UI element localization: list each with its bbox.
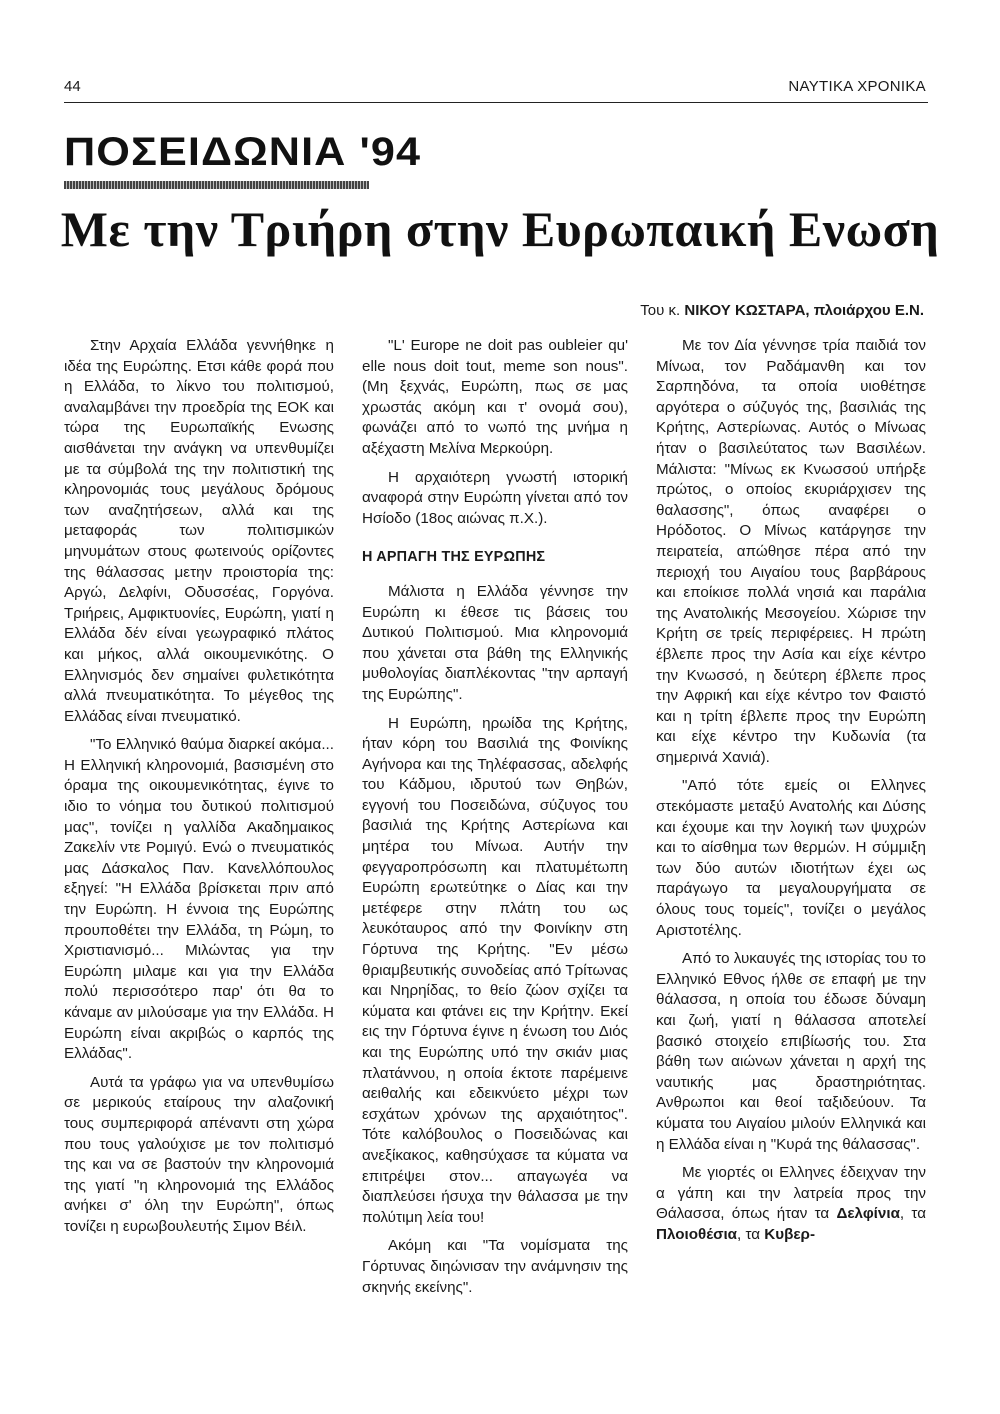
paragraph: "Το Ελληνικό θαύμα διαρκεί ακόμα... Η Ελληνική κληρονομιά, βασισμένη στο όραμα της οικουμενικότητας, έγινε το ιδιο το νόημα του δυτικού πολιτισμού μας", τονίζει η γαλλίδα Ακαδημαικος Ζακελίν ντε Ρομιγύ. Ενώ ο πνευματικός μας Δάσκαλος Παν. Κανελλόπουλος εξηγεί: "Η Ελλάδα βρίσκεται πριν από την Ευρώπη. Η έννοια της Ευρώπης προυποθέτει την Ελλάδα, τη Ρώμη, το Χριστιανισμό... Μιλώντας για την Ευρώπη μιλαμε και για την Ελλάδα πολύ περισσότερο παρ' ότι θα το κάναμε αν μιλούσαμε για την Ελλάδα. Η Ευρώπη είναι ακριβώς ο καρπός της Ελλάδας". (64, 736, 334, 1063)
section-title: ΠΟΣΕΙΔΩΝΙΑ '94 (64, 130, 422, 174)
separator: , τα (899, 1205, 926, 1223)
paragraph: Στην Αρχαία Ελλάδα γεννήθηκε η ιδέα της Ευρώπης. Ετσι κάθε φορά που η Ελλάδα, το λίκνο του πολιτισμού, αναλαμβάνει την προεδρία της ΕΟΚ και τώρα της Ευρωπαϊκής Ενωσης αισθάνεται την ανάγκη να υπενθυμίζει με τα σύμβολά της την πολιτιστική της κληρονομιάς τους μεγάλους δρόμους των αναζητήσεων, αλλά και της μεταφοράς των πολιτισμικών μηνυμάτων στους φωτεινούς ορίζοντες της θάλασσας μετην προιστορία της: Αργώ, Δελφίνι, Οδυσσέας, Γοργόνα. Τριήρεις, Αμφικτυονίες, Ευρώπη, γιατί η Ελλάδα δέν είναι γεωγραφικό πλάτος και μήκος, αλλά οικουμενικότης. Ο Ελληνισμός δεν σημαίνει φυλετικότητα αλλά πνευματικότητα. Το μέγεθος της Ελλάδας είναι πνευματικό. (64, 337, 334, 725)
byline-author: ΝΙΚΟΥ ΚΩΣΤΑΡΑ, πλοιάρχου Ε.Ν. (684, 302, 924, 319)
paragraph: Με τον Δία γέννησε τρία παιδιά τον Μίνωα, τον Ραδάμανθη και τον Σαρπηδόνα, τα οποία υιοθέτησε αργότερα ο σύζυγός της, βασιλιάς της Κρήτης, Αστερίωνας. Αυτός ο Μίνωας ήταν ο βασιλεύτατος των Βασιλέων. Μάλιστα: "Μίνως εκ Κνωσσού υπήρξε πρώτος, ο οποίος εκυριάρχισεν της θαλασσης", όπως αναφέρει ο Ηρόδοτος. Ο Μίνως κατάργησε την πειρατεία, απώθησε πέρα από την περιοχή του Αιγαίου τους βαρβάρους και εποίκισε πολλά νησιά και παράλια της Ανατολικής Μεσογείου. Χώρισε την Κρήτη σε τρείς περιφέρειες. Η πρώτη έβλεπε προς την Ασία και είχε κέντρο την Κνωσσό, η δεύτερη έβλεπε προς την Αφρική και είχε κέντρο τον Φαιστό και η τρίτη έβλεπε προς την Ευρώπη και είχε κέντρο την Κυδωνία (τα σημερινά Χανιά). (656, 337, 926, 766)
separator: , τα (737, 1225, 761, 1243)
page-header (64, 74, 926, 100)
page-number: 44 (64, 78, 81, 95)
paragraph: Από το λυκαυγές της ιστορίας του το Ελληνικό Εθνος ήλθε σε επαφή με την θάλασσα, η οποία του έδωσε δύναμη και ζωή, γιατί η θάλασσα αποτελεί βασικό στοιχείο επιβίωσής του. Στα βάθη των αιώνων χάνεται η αρχή της ναυτικής μας δραστηριότητας. Ανθρωποι και θεοί ταξιδεύουν. Τα κύματα του Αιγαίου μιλούν Ελληνικά και η Ελλάδα είναι η "Κυρά της θάλασσας". (656, 950, 926, 1153)
article-column-3 (656, 336, 926, 1254)
article-title: Με την Τριήρη στην Ευρωπαική Ενωση (60, 201, 940, 257)
byline-prefix: Του κ. (640, 302, 681, 319)
festival-term: Πλοιοθέσια (656, 1225, 738, 1243)
paragraph: Ακόμη και "Τα νομίσματα της Γόρτυνας διηώνισαν την ανάμνησιν της σκηνής εκείνης". (362, 1237, 628, 1296)
article-column-1 (64, 336, 334, 1246)
paragraph: "L' Europe ne doit pas oubleier qu' elle nous doit tout, meme son nous". (Μη ξεχνάς, Ευρώπη, πως σε μας χρωστάς ακόμη και τ' ονομά σου), φωνάζει από το νωπό της μνήμα η αξέχαστη Μελίνα Μερκούρη. (362, 337, 628, 457)
header-rule (64, 102, 928, 103)
magazine-name: ΝΑΥΤΙΚΑ ΧΡΟΝΙΚΑ (788, 78, 926, 95)
paragraph: Η Ευρώπη, ηρωίδα της Κρήτης, ήταν κόρη του Βασιλιά της Φοινίκης Αγήνορα και της Τηλέφασσας, αδελφής του Κάδμου, ιδρυτού των Θηβών, εγγονή του Ποσειδώνα, σύζυγος του βασιλιά της Κρήτης Αστερίωνα και μητέρα του Μίνωα. Αυτήν την φεγγαροπρόσωπη και πλατυμέτωπη Ευρώπη ερωτεύτηκε ο Δίας και την μετέφερε στην πλάτη του ως λευκόταυρος από την Φοινίκην στη Γόρτυνα της Κρήτης. "Εν μέσω θριαμβευτικής συνοδείας από Τρίτωνας και Νηρηίδας, το θείο ζώον σχίζει τα κύματα και φτάνει εις την Κρήτην. Εκεί εις την Γόρτυνα έγινε η ένωση του Διός και της Ευρώπης υπό την σκιάν μιας πλατάννου, η οποία έκτοτε παρέμεινε αειθαλής και εδεικνύετο μέχρι των εσχάτων χρόνων της αρχαιότητος". Τότε καλόβουλος ο Ποσειδώνας και ανεξίκακος, καθησύχασε τα κύματα να επιτρέψει στον... απαγωγέα να διαπλεύσει ήσυχα την θάλασσα με την πολύτιμη λεία του! (362, 714, 628, 1226)
paragraph: Η αρχαιότερη γνωστή ιστορική αναφορά στην Ευρώπη γίνεται από τον Ησίοδο (18ος αιώνας π.Χ.). (362, 468, 628, 527)
paragraph: Μάλιστα η Ελλάδα γέννησε την Ευρώπη κι έθεσε τις βάσεις του Δυτικού Πολιτισμού. Μια κληρονομιά που χάνεται στα βάθη της Ελληνικής μυθολογίας διαπλέκοντας "την αρπαγή της Ευρώπης". (362, 582, 628, 703)
festival-term: Δελφίνια (836, 1205, 900, 1223)
paragraph-last-lead: Με γιορτές οι Ελληνες έδειχναν την α γάπη και την λατρεία προς την Θάλασσα, όπως ήταν τα (656, 1164, 926, 1223)
paragraph: Αυτά τα γράφω για να υπενθυμίσω σε μερικούς εταίρους την αλαζονική τους συμπεριφορά απέναντι στη χώρα που τους γαλούχισε με τον πολιτισμό της και να σε βαστούν την κληρονομιά της γιατί "η κληρονομιά της Ελλάδος ανήκει σ' όλη την Ευρώπη", όπως τονίζει η ευρωβουλευτής Σιμον Βέιλ. (64, 1073, 334, 1235)
subheading: Η ΑΡΠΑΓΗ ΤΗΣ ΕΥΡΩΠΗΣ (362, 549, 546, 566)
paragraph: "Από τότε εμείς οι Ελληνες στεκόμαστε μεταξύ Ανατολής και Δύσης και έχουμε και την λογική των ψυχρών και το αίσθημα των θερμών. Η σύμμιξη των δύο αυτών ιδιοτήτων έχει ως παράγωγο τα μεγαλουργήματα σε όλους τους τομείς", τονίζει ο μεγάλος Αριστοτέλης. (656, 777, 926, 939)
section-title-bar (64, 181, 369, 189)
article-column-2 (362, 336, 628, 1306)
festival-term: Κυβερ- (764, 1225, 816, 1243)
paragraph-last (656, 1163, 926, 1245)
byline (640, 302, 924, 319)
